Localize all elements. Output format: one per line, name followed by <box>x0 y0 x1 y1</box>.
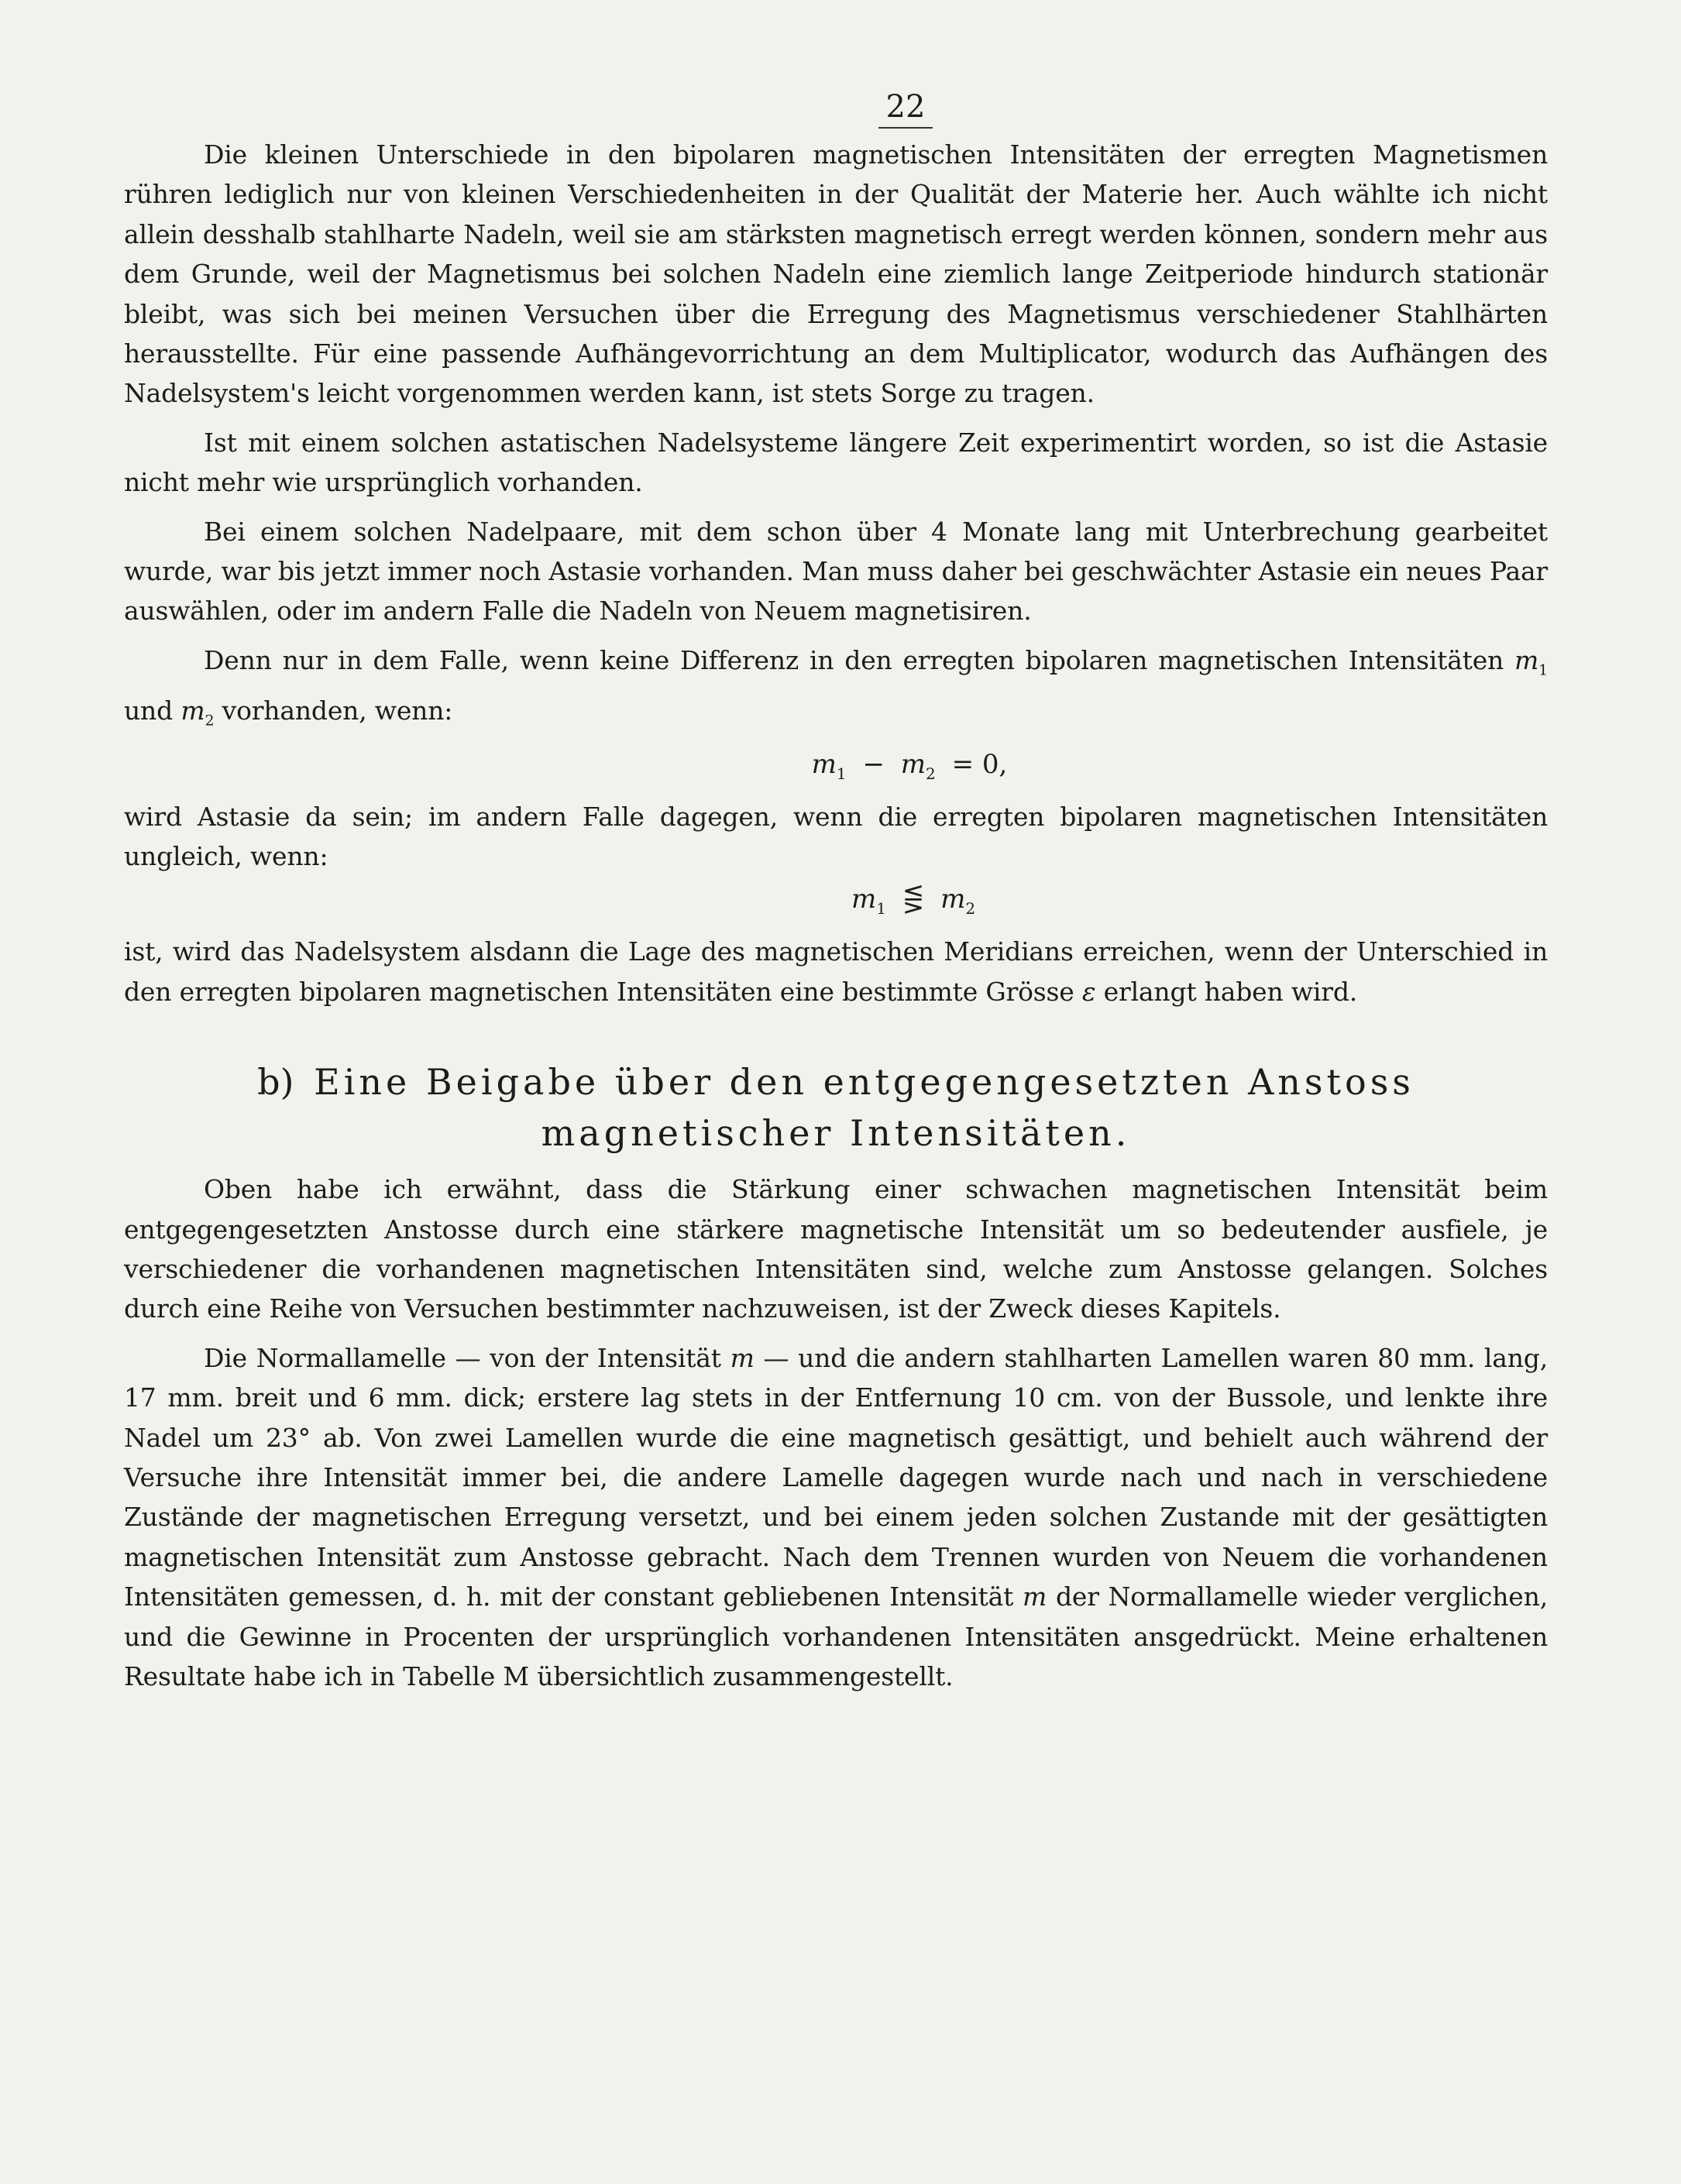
paragraph-6-text-a: ist, wird das Nadelsystem alsdann die Lage des magnetischen Meridians erreichen, wenn der Unterschied in den erregten bipolaren magnetischen Intensitäten eine bestimmte Grösse <box>124 936 1548 1007</box>
section-title: Eine Beigabe über den entgegengesetzten Anstoss magnetischer Intensitäten. <box>314 1061 1415 1155</box>
paragraph-8-text-b: — und die andern stahlharten Lamellen waren 80 mm. lang, 17 mm. breit und 6 mm. dick; erstere lag stets in der Entfernung 10 cm. von der Bussole, und lenkte ihre Nadel um 23° ab. Von zwei Lamellen wurde die eine magnetisch gesättigt, und behielt auch während der Versuche ihre Intensität immer bei, die andere Lamelle dagegen wurde nach und nach in verschiedene Zustände der magnetischen Erregung versetzt, und bei einem jeden solchen Zustande mit der gesättigten magnetischen Intensität zum Anstosse gebracht. Nach dem Trennen wurden von Neuem die vorhandenen Intensitäten gemessen, d. h. mit der constant gebliebenen Intensität <box>124 1342 1549 1612</box>
paragraph-5: wird Astasie da sein; im andern Falle dagegen, wenn die erregten bipolaren magnetischen Intensitäten ungleich, wenn: <box>124 801 1548 872</box>
variable-m-normal: m <box>730 1342 755 1373</box>
paragraph-2: Ist mit einem solchen astatischen Nadelsysteme längere Zeit experimentirt worden, so ist die Astasie nicht mehr wie ursprünglich vorhanden. <box>124 427 1548 498</box>
variable-m1: $m_1$ <box>1514 644 1548 679</box>
paragraph-3: Bei einem solchen Nadelpaare, mit dem schon über 4 Monate lang mit Unterbrechung gearbeitet wurde, war bis jetzt immer noch Astasie vorhanden. Man muss daher bei geschwächter Astasie ein neues Paar auswählen, oder im andern Falle die Nadeln von Neuem magnetisiren. <box>124 516 1548 627</box>
paragraph-8-text-c: der Normallamelle wieder verglichen, und die Gewinne in Procenten der ursprünglich vorhandenen Intensitäten ansgedrückt. Meine erhaltenen Resultate habe ich in Tabelle M übersichtlich zusammengestellt. <box>124 1581 1548 1691</box>
variable-m-constant: m <box>1023 1581 1047 1612</box>
paragraph-7: Oben habe ich erwähnt, dass die Stärkung einer schwachen magnetischen Intensität beim entgegengesetzten Anstosse durch eine stärkere magnetische Intensität um so bedeutender ausfiele, je verschiedener die vorhandenen magnetischen Intensitäten sind, welche zum Anstosse gelangen. Solches durch eine Reihe von Versuchen bestimmter nachzuweisen, ist der Zweck dieses Kapitels. <box>124 1174 1548 1324</box>
section-heading <box>124 1056 1548 1159</box>
page-number: 22 <box>124 91 1548 129</box>
paragraph-8 <box>124 1338 1548 1697</box>
paragraph-8-text-a: Die Normallamelle — von der Intensität <box>204 1342 721 1373</box>
paragraph-6-text-b: erlangt haben wird. <box>1103 976 1358 1007</box>
paragraph-4-text-c: vorhanden, wenn: <box>222 695 453 726</box>
paragraph-4 <box>124 640 1548 741</box>
paragraph-1: Die kleinen Unterschiede in den bipolaren magnetischen Intensitäten der erregten Magnetismen rühren lediglich nur von kleinen Verschiedenheiten in der Qualität der Materie her. Auch wählte ich nicht allein desshalb stahlharte Nadeln, weil sie am stärksten magnetisch erregt werden können, sondern mehr aus dem Grunde, weil der Magnetismus bei solchen Nadeln eine ziemlich lange Zeitperiode hindurch stationär bleibt, was sich bei meinen Versuchen über die Erregung des Magnetismus verschiedener Stahlhärten herausstellte. Für eine passende Aufhängevorrichtung an dem Multiplicator, wodurch das Aufhängen des Nadelsystem's leicht vorgenommen werden kann, ist stets Sorge zu tragen. <box>124 139 1548 409</box>
variable-epsilon: ε <box>1081 976 1096 1007</box>
section-label: b) <box>257 1061 294 1104</box>
formula-equality: $m_1 - m_2 = 0$, <box>811 748 1008 783</box>
paragraph-6 <box>124 932 1548 1011</box>
paragraph-4-text-b: und <box>124 695 174 726</box>
paragraph-4-text-a: Denn nur in dem Falle, wenn keine Differenz in den erregten bipolaren magnetischen Intensitäten <box>204 644 1504 675</box>
variable-m2: $m_2$ <box>180 695 215 730</box>
formula-inequality: $m_1$ ⋚ $m_2$ <box>851 884 976 919</box>
document-page <box>124 91 1548 2105</box>
